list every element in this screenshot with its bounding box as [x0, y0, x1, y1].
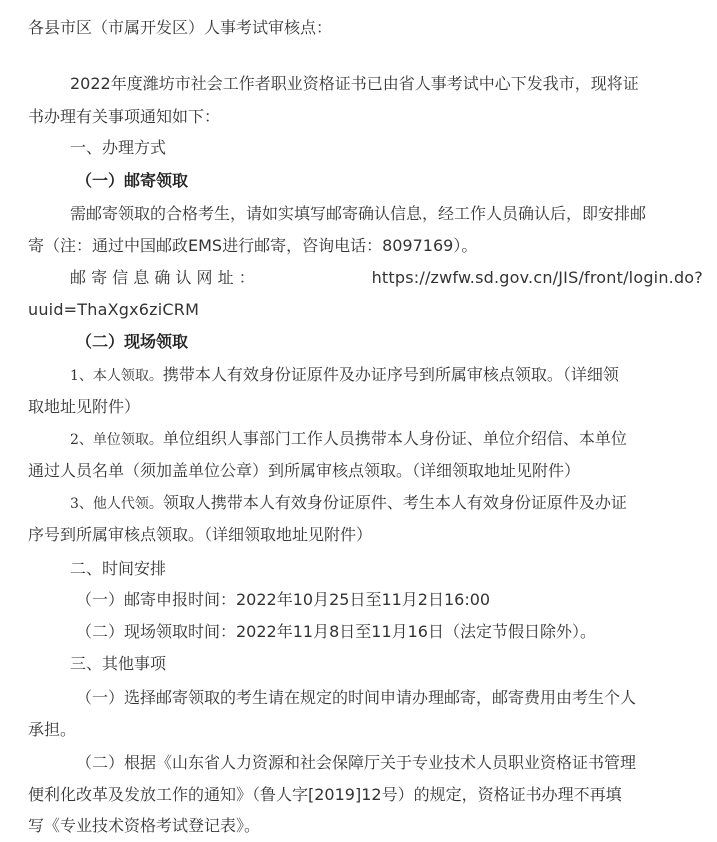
onsite-item-3-text: 领取人携带本人有效身份证原件、考生本人有效身份证原件及办证: [162, 493, 627, 512]
mail-pickup-heading: （一）邮寄领取: [76, 171, 189, 190]
onsite-item-2-line-2: 通过人员名单（须加盖单位公章）到所属审核点领取。（详细领取地址见附件）: [28, 461, 581, 480]
section-3-heading: 三、其他事项: [70, 654, 167, 673]
onsite-pickup-heading: （二）现场领取: [76, 332, 189, 351]
onsite-item-1-tag: 1、本人领取。: [70, 368, 163, 384]
salutation: 各县市区（市属开发区）人事考试审核点：: [28, 18, 333, 37]
onsite-item-2: [70, 423, 717, 455]
other-item-2-line-3: 写《专业技术资格考试登记表》。: [28, 816, 261, 835]
mail-paragraph-line-1: 需邮寄领取的合格考生，请如实填写邮寄确认信息，经工作人员确认后，即安排邮: [70, 204, 647, 223]
onsite-item-1: [70, 359, 717, 391]
section-1-heading: 一、办理方式: [70, 138, 167, 157]
onsite-item-2-text: 单位组织人事部门工作人员携带本人身份证、单位介绍信、本单位: [162, 429, 627, 448]
mail-url-row: [70, 262, 703, 294]
onsite-item-1-text: 携带本人有效身份证原件及办证序号到所属审核点领取。（详细领: [162, 365, 619, 384]
intro-line-2: 书办理有关事项通知如下：: [28, 107, 221, 126]
onsite-item-3: [70, 487, 717, 519]
onsite-item-3-line-2: 序号到所属审核点领取。（详细领取地址见附件）: [28, 525, 373, 544]
onsite-item-2-tag: 2、单位领取。: [70, 432, 163, 448]
onsite-item-1-line-2: 取地址见附件）: [28, 397, 141, 416]
other-item-2-line-2: 便利化改革及发放工作的通知》（鲁人字[2019]12号）的规定，资格证书办理不再填: [28, 785, 622, 804]
schedule-onsite-time: （二）现场领取时间：2022年11月8日至11月16日（法定节假日除外）。: [76, 622, 596, 641]
section-2-heading: 二、时间安排: [70, 559, 167, 578]
mail-url-part-2: uuid=ThaXgx6ziCRM: [28, 300, 200, 319]
mail-url-label: 邮 寄 信 息 确 认 网 址 ：: [70, 268, 255, 287]
other-item-1-line-2: 承担。: [28, 720, 77, 739]
mail-paragraph-line-2: 寄（注：通过中国邮政EMS进行邮寄，咨询电话：8097169）。: [28, 236, 478, 255]
other-item-2-line-1: （二）根据《山东省人力资源和社会保障厅关于专业技术人员职业资格证书管理: [76, 753, 637, 772]
mail-url-part-1: https://zwfw.sd.gov.cn/JIS/front/login.do?: [371, 268, 703, 287]
other-item-1-line-1: （一）选择邮寄领取的考生请在规定的时间申请办理邮寄，邮寄费用由考生个人: [76, 688, 637, 707]
onsite-item-3-tag: 3、他人代领。: [70, 496, 163, 512]
schedule-mail-time: （一）邮寄申报时间：2022年10月25日至11月2日16:00: [76, 590, 491, 609]
intro-line-1: 2022年度潍坊市社会工作者职业资格证书已由省人事考试中心下发我市，现将证: [70, 74, 639, 93]
